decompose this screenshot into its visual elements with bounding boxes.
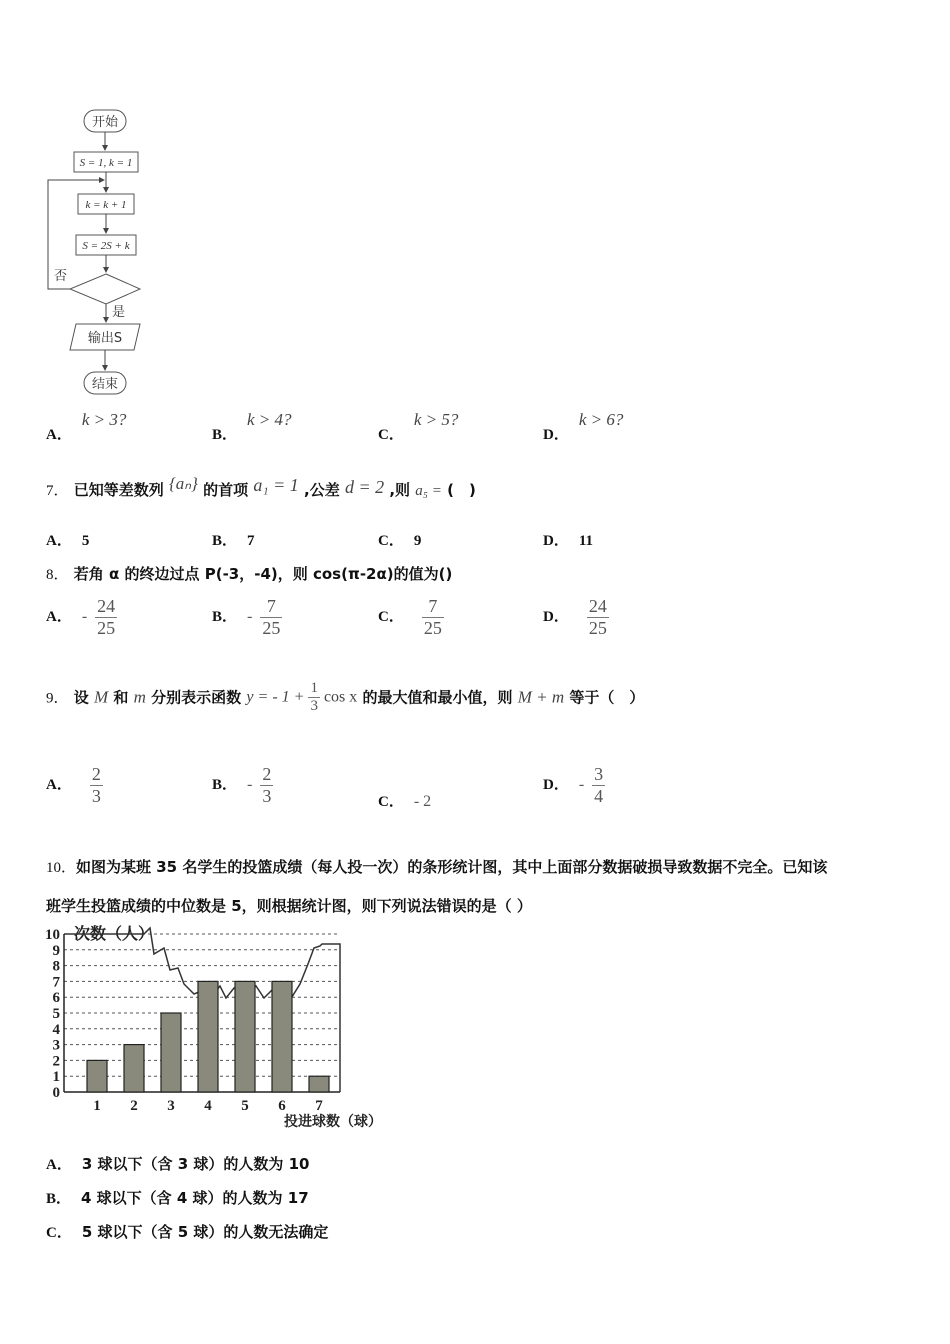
option-fraction: $\frac{2}{3}$	[262, 764, 272, 806]
flowchart	[40, 100, 160, 400]
option-fraction: $\frac{3}{4}$	[594, 764, 604, 806]
y-tick-label: 4	[52, 1021, 60, 1038]
q7-text: 已知等差数列	[73, 481, 164, 499]
question-number: 10．	[46, 860, 77, 876]
q9-option-a[interactable]	[46, 764, 103, 806]
option-letter: C．	[378, 533, 404, 549]
option-value: - 2	[413, 793, 432, 810]
bar-chart	[44, 924, 404, 1134]
bar-2	[124, 1045, 144, 1092]
q9-m: m	[133, 687, 146, 707]
option-value: k > 5?	[413, 410, 459, 429]
y-tick-label: 3	[52, 1037, 60, 1054]
y-tick-label: 1	[52, 1069, 60, 1086]
option-sign: -	[247, 776, 253, 794]
y-tick-label: 9	[52, 942, 60, 959]
q7-text: ,公差	[304, 481, 340, 499]
option-letter: C．	[378, 427, 404, 443]
bar-4	[198, 981, 218, 1092]
q6-option-b[interactable]	[212, 410, 292, 444]
option-letter: C．	[378, 609, 404, 626]
x-tick-label: 1	[93, 1098, 101, 1114]
q8-option-d[interactable]	[543, 596, 609, 638]
chart-title: 次数（人）	[74, 924, 155, 943]
option-letter: A．	[46, 777, 72, 794]
x-axis-label: 投进球数（球）	[284, 1114, 382, 1130]
y-tick-label: 7	[52, 974, 60, 991]
q10-line1: 如图为某班 35 名学生的投篮成绩（每人投一次）的条形统计图，其中上面部分数据破损导致数据不完全。已知该	[76, 858, 828, 876]
x-tick-label: 2	[130, 1098, 138, 1114]
option-letter: B．	[212, 427, 238, 443]
option-letter: C．	[46, 1225, 72, 1241]
q7-option-c[interactable]	[378, 529, 421, 550]
bar-1	[87, 1060, 107, 1092]
q7-seq: {aₙ}	[169, 474, 198, 493]
option-letter: B．	[212, 533, 238, 549]
question-9	[46, 680, 644, 716]
q10-statement-b[interactable]	[46, 1187, 309, 1208]
q9-text: 的最大值和最小值，则	[362, 688, 513, 707]
q9-M: M	[94, 687, 109, 707]
q7-option-d[interactable]	[543, 529, 593, 550]
option-letter: D．	[543, 533, 569, 549]
q7-d: d = 2	[344, 477, 385, 497]
option-value: k > 4?	[247, 410, 292, 429]
flow-decision	[70, 274, 140, 304]
option-sign: -	[81, 608, 88, 626]
option-letter: C．	[378, 794, 404, 810]
flow-output-label: 输出S	[87, 331, 123, 346]
statement-text: 3 球以下（含 3 球）的人数为 10	[81, 1155, 310, 1173]
option-fraction: $\frac{7}{25}$	[262, 596, 281, 638]
q6-option-d[interactable]	[543, 410, 623, 444]
option-letter: D．	[543, 427, 569, 443]
question-10	[46, 848, 916, 925]
q7-text: 的首项	[203, 481, 249, 499]
q9-function: y = - 1 + $\frac{1}{3}$ cos x	[246, 680, 358, 715]
q7-a5: a₅ =	[415, 483, 442, 499]
x-tick-label: 7	[315, 1098, 323, 1114]
option-value: k > 3?	[81, 410, 127, 429]
y-tick-label: 10	[45, 927, 60, 943]
option-letter: D．	[543, 777, 569, 794]
option-sign: -	[247, 608, 253, 626]
flow-no-label: 否	[54, 269, 68, 284]
q9-text: 设	[73, 688, 89, 707]
option-fraction: $\frac{24}{25}$	[97, 596, 116, 638]
x-tick-label: 3	[167, 1098, 175, 1114]
option-value: 5	[81, 533, 90, 549]
option-value: k > 6?	[578, 410, 624, 429]
q9-option-c[interactable]	[378, 790, 431, 811]
q7-text: ( )	[447, 481, 476, 499]
bar-6	[272, 981, 292, 1092]
q9-text: 分别表示函数	[151, 688, 242, 707]
option-letter: A．	[46, 533, 72, 549]
q9-sum: M + m	[517, 687, 565, 707]
y-tick-label: 2	[52, 1053, 60, 1070]
option-fraction: $\frac{7}{25}$	[423, 596, 442, 638]
y-tick-label: 5	[52, 1006, 60, 1022]
option-value: 11	[578, 533, 594, 549]
option-letter: D．	[543, 609, 569, 626]
q9-text: 等于（ ）	[569, 688, 645, 707]
option-letter: A．	[46, 1157, 72, 1173]
q9-option-d[interactable]	[543, 764, 605, 806]
flow-yes-label: 是	[112, 305, 126, 320]
question-number: 7．	[46, 483, 69, 499]
q10-line2: 班学生投篮成绩的中位数是 5，则根据统计图，则下列说法错误的是（ ）	[46, 897, 532, 915]
q7-option-a[interactable]	[46, 529, 89, 550]
x-tick-label: 6	[278, 1098, 286, 1114]
x-tick-label: 4	[204, 1098, 212, 1114]
option-value: 9	[413, 533, 422, 549]
statement-text: 4 球以下（含 4 球）的人数为 17	[81, 1189, 309, 1207]
option-value: 7	[247, 533, 255, 549]
q7-a1: a₁ = 1	[253, 475, 299, 495]
x-tick-label: 5	[241, 1098, 249, 1114]
q6-option-c[interactable]	[378, 410, 458, 444]
bar-3	[161, 1013, 181, 1092]
option-sign: -	[578, 776, 585, 794]
y-tick-label: 0	[52, 1085, 60, 1101]
q7-option-b[interactable]	[212, 529, 255, 550]
y-tick-label: 6	[52, 990, 60, 1007]
q8-option-b[interactable]	[212, 596, 282, 638]
q7-text: ,则	[389, 481, 411, 499]
flow-init-label: S = 1, k = 1	[79, 157, 133, 169]
question-8	[46, 563, 452, 584]
option-fraction: $\frac{24}{25}$	[588, 596, 607, 638]
flow-step1-label: k = k + 1	[85, 199, 127, 211]
question-7	[46, 474, 476, 500]
q10-statement-c[interactable]	[46, 1221, 328, 1242]
q6-option-a[interactable]	[46, 410, 126, 444]
y-tick-label: 8	[52, 958, 60, 975]
option-letter: B．	[212, 609, 238, 626]
q9-text: 和	[113, 688, 129, 707]
flow-start-label: 开始	[91, 115, 119, 130]
statement-text: 5 球以下（含 5 球）的人数无法确定	[81, 1223, 329, 1241]
option-letter: A．	[46, 609, 72, 626]
bar-5	[235, 981, 255, 1092]
flow-end-label: 结束	[91, 377, 119, 392]
q8-option-c[interactable]	[378, 596, 444, 638]
q8-option-a[interactable]	[46, 596, 117, 638]
option-letter: A．	[46, 427, 72, 443]
bar-7	[309, 1076, 329, 1092]
option-letter: B．	[212, 777, 238, 794]
q8-text: 若角 α 的终边过点 P(-3，-4)，则 cos(π-2α)的值为()	[73, 565, 453, 583]
flow-step2-label: S = 2S + k	[82, 240, 130, 252]
option-letter: B．	[46, 1191, 72, 1207]
question-number: 9．	[46, 690, 69, 707]
q9-option-b[interactable]	[212, 764, 273, 806]
question-number: 8．	[46, 567, 69, 583]
q10-statement-a[interactable]	[46, 1153, 309, 1174]
option-fraction: $\frac{2}{3}$	[91, 764, 101, 806]
